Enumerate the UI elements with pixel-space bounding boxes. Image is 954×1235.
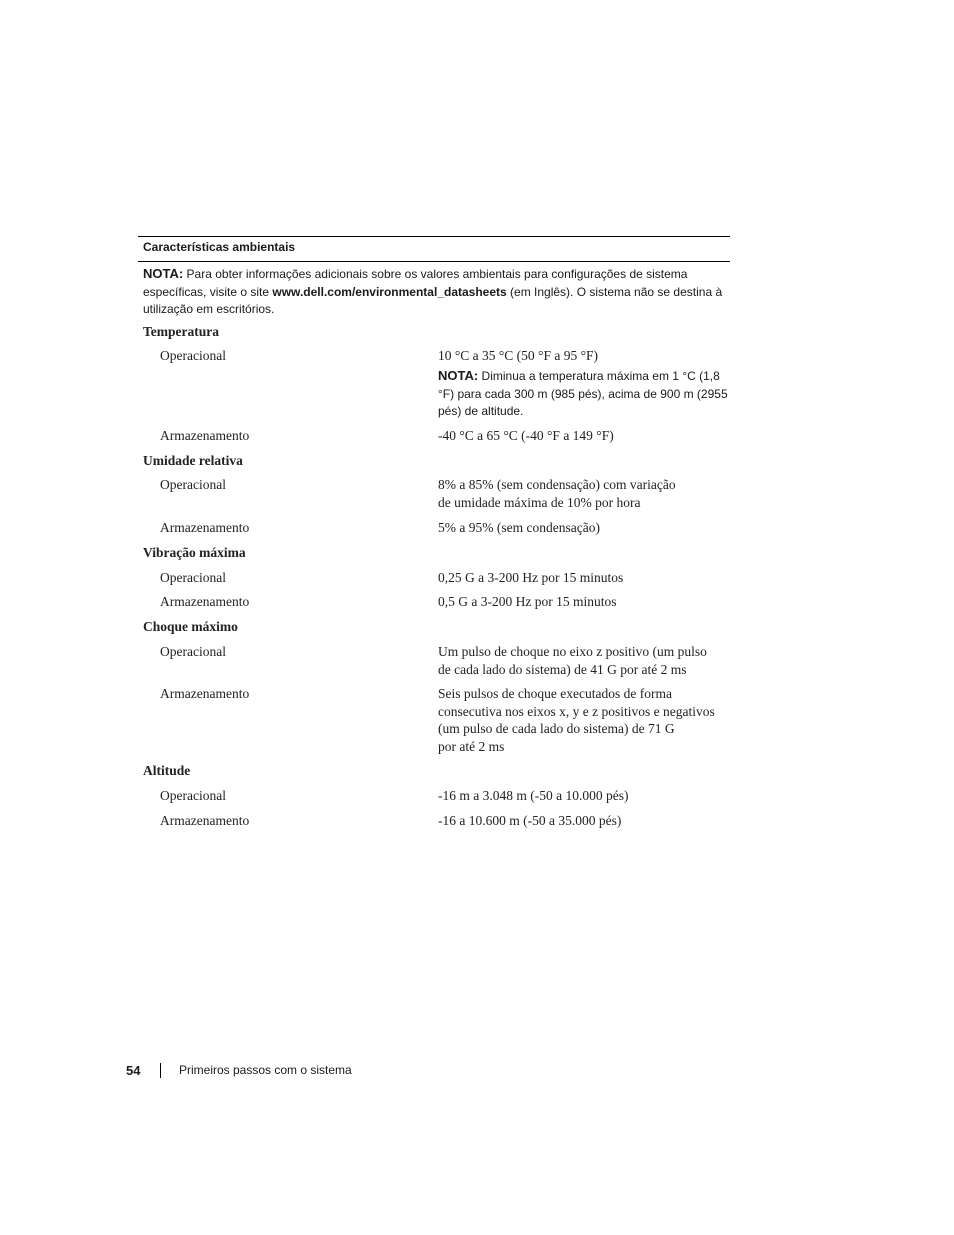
humidity-operational-value	[438, 476, 728, 511]
shock-operational-value-line1: Um pulso de choque no eixo z positivo (um pulso	[438, 644, 707, 659]
temperature-storage-label: Armazenamento	[160, 428, 250, 443]
shock-operational-value-line2: de cada lado do sistema) de 41 G por até 2 ms	[438, 661, 687, 677]
temperature-operational-value: 10 °C a 35 °C (50 °F a 95 °F)	[438, 348, 598, 363]
humidity-operational-value-line1: 8% a 85% (sem condensação) com variação	[438, 477, 676, 492]
environmental-note	[143, 265, 728, 319]
shock-operational-label: Operacional	[160, 644, 226, 659]
shock-operational-value	[438, 643, 728, 678]
humidity-operational-value-line2: de umidade máxima de 10% por hora	[438, 494, 641, 510]
shock-storage-value-line3: (um pulso de cada lado do sistema) de 71 G	[438, 721, 675, 736]
category-altitude: Altitude	[143, 763, 191, 778]
category-shock: Choque máximo	[143, 619, 238, 634]
shock-storage-label: Armazenamento	[160, 686, 250, 701]
page-number: 54	[126, 1063, 141, 1078]
altitude-operational-value: -16 m a 3.048 m (-50 a 10.000 pés)	[438, 788, 629, 803]
humidity-operational-label: Operacional	[160, 477, 226, 492]
vibration-storage-label: Armazenamento	[160, 594, 250, 609]
shock-storage-value-line2: consecutiva nos eixos x, y e z positivos e negativos	[438, 703, 715, 719]
category-vibration: Vibração máxima	[143, 545, 246, 560]
vibration-operational-value: 0,25 G a 3-200 Hz por 15 minutos	[438, 570, 624, 585]
altitude-storage-label: Armazenamento	[160, 813, 250, 828]
shock-storage-value	[438, 685, 728, 755]
category-temperature: Temperatura	[143, 324, 219, 339]
humidity-storage-value: 5% a 95% (sem condensação)	[438, 520, 600, 535]
note-label: NOTA:	[143, 266, 184, 281]
category-humidity: Umidade relativa	[143, 453, 243, 468]
temperature-operational-label: Operacional	[160, 348, 226, 363]
table-top-rule	[138, 236, 730, 237]
table-title: Características ambientais	[143, 240, 296, 254]
shock-storage-value-line1: Seis pulsos de choque executados de forma	[438, 686, 672, 701]
altitude-storage-value: -16 a 10.600 m (-50 a 35.000 pés)	[438, 813, 622, 828]
table-header-rule	[138, 261, 730, 262]
footer-separator	[160, 1063, 161, 1078]
footer-title: Primeiros passos com o sistema	[179, 1063, 352, 1077]
note-link[interactable]: www.dell.com/environmental_datasheets	[272, 284, 507, 299]
temperature-operational-note	[438, 367, 728, 421]
temperature-storage-value: -40 °C a 65 °C (-40 °F a 149 °F)	[438, 428, 614, 443]
temperature-note-text: Diminua a temperatura máxima em 1 °C (1,8 °F) para cada 300 m (985 pés), acima de 900 m (2955 pés) de altitude.	[438, 369, 728, 418]
vibration-storage-value: 0,5 G a 3-200 Hz por 15 minutos	[438, 594, 617, 609]
altitude-operational-label: Operacional	[160, 788, 226, 803]
humidity-storage-label: Armazenamento	[160, 520, 250, 535]
temperature-note-label: NOTA:	[438, 368, 479, 383]
shock-storage-value-line4: por até 2 ms	[438, 738, 505, 754]
note-text-after: (em Inglês). O sistema não se destina à utilização em escritórios.	[143, 284, 723, 316]
vibration-operational-label: Operacional	[160, 570, 226, 585]
note-text-before: Para obter informações adicionais sobre os valores ambientais para configurações de sistema específicas, visite o site	[143, 267, 688, 299]
